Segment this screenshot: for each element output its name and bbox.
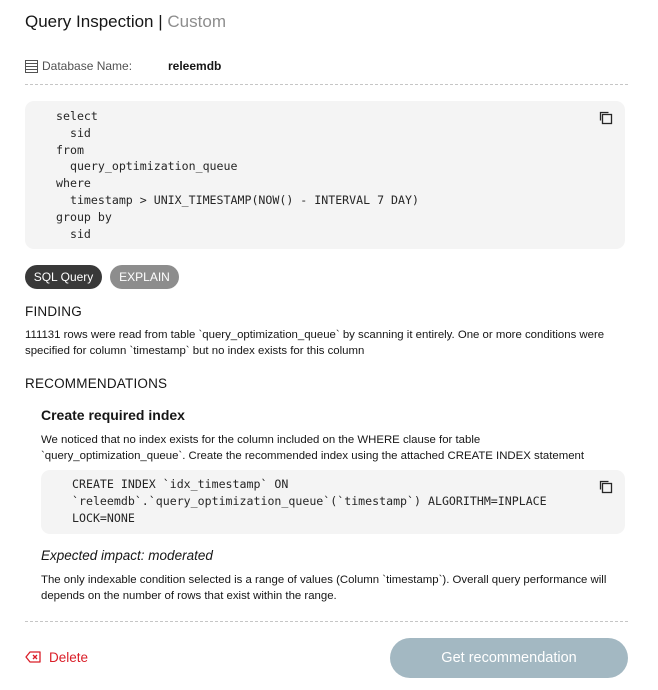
database-name-value: releemdb	[168, 59, 222, 73]
delete-label: Delete	[49, 649, 89, 665]
finding-text: 111131 rows were read from table `query_optimization_queue` by scanning it entirely. One or more conditions were specified for column `timestamp` but no index exists for this column	[25, 329, 605, 357]
database-icon	[25, 60, 38, 73]
index-statement-block	[41, 470, 625, 534]
copy-icon[interactable]	[598, 110, 614, 126]
database-row	[25, 58, 221, 74]
database-name-label: Database Name:	[42, 59, 133, 73]
finding-heading: FINDING	[25, 304, 82, 319]
divider-top	[25, 84, 628, 85]
query-code: select sid from query_optimization_queue where timestamp > UNIX_TIMESTAMP(NOW() - INTERVAL 7 DAY) group by sid	[56, 109, 419, 241]
page-subtitle: Custom	[167, 12, 226, 31]
delete-icon	[25, 651, 41, 663]
tab-sql-query[interactable]: SQL Query	[25, 265, 102, 289]
impact-text: The only indexable condition selected is a range of values (Column `timestamp`). Overall query performance will depends on the number of rows that exist within the range.	[41, 574, 607, 602]
query-code-block	[25, 101, 625, 249]
expected-impact: Expected impact: moderated	[41, 548, 213, 563]
page-title-main: Query Inspection	[25, 12, 154, 31]
recommendations-heading: RECOMMENDATIONS	[25, 376, 168, 391]
index-statement: CREATE INDEX `idx_timestamp` ON `releemdb`.`query_optimization_queue`(`timestamp`) ALGORITHM=INPLACE LOCK=NONE	[72, 477, 547, 525]
recommendation-description: We noticed that no index exists for the column included on the WHERE clause for table `query_optimization_queue`. Create the recommended index using the attached CREATE INDEX statement	[41, 434, 585, 462]
tab-explain[interactable]: EXPLAIN	[110, 265, 179, 289]
get-recommendation-button[interactable]: Get recommendation	[390, 638, 628, 678]
page-title	[25, 12, 226, 32]
recommendation-title: Create required index	[41, 407, 185, 423]
copy-icon[interactable]	[598, 479, 614, 495]
delete-button[interactable]	[25, 648, 88, 666]
divider-bottom	[25, 621, 628, 622]
title-separator: |	[158, 12, 163, 31]
